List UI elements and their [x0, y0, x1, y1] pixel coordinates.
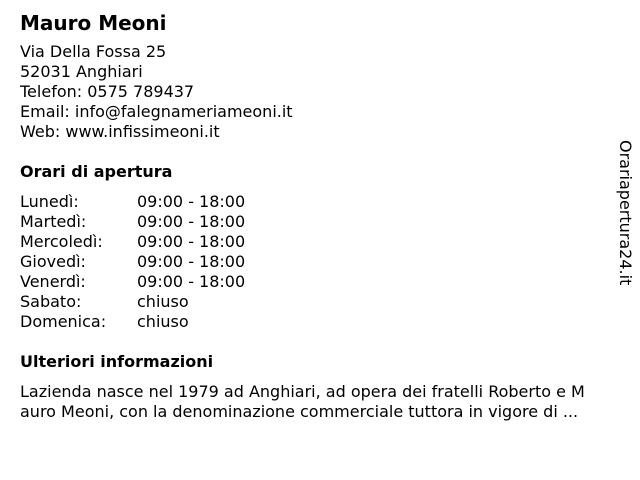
hours-day: Giovedì: — [20, 252, 86, 271]
info-line: Lazienda nasce nel 1979 ad Anghiari, ad opera dei fratelli Roberto e M — [20, 382, 585, 401]
info-description — [20, 382, 635, 422]
address-line: Via Della Fossa 25 — [20, 42, 167, 61]
email-line: Email: info@falegnameriameoni.it — [20, 102, 293, 121]
hours-row-sunday — [20, 312, 610, 332]
hours-row-tuesday — [20, 212, 610, 232]
info-line: auro Meoni, con la denominazione commerciale tuttora in vigore di ... — [20, 402, 579, 421]
hours-day: Domenica: — [20, 312, 107, 331]
hours-day: Lunedì: — [20, 192, 79, 211]
phone-line: Telefon: 0575 789437 — [20, 82, 195, 101]
hours-time: 09:00 - 18:00 — [137, 252, 246, 271]
business-card — [20, 10, 610, 422]
hours-row-saturday — [20, 292, 610, 312]
hours-day: Mercoledì: — [20, 232, 103, 251]
hours-day: Sabato: — [20, 292, 82, 311]
hours-time: 09:00 - 18:00 — [137, 272, 246, 291]
hours-time: 09:00 - 18:00 — [137, 232, 246, 251]
city-line: 52031 Anghiari — [20, 62, 143, 81]
hours-time: 09:00 - 18:00 — [137, 192, 246, 211]
info-heading: Ulteriori informazioni — [20, 352, 214, 371]
hours-time: chiuso — [137, 292, 189, 311]
business-name: Mauro Meoni — [20, 11, 167, 35]
contact-block — [20, 42, 610, 142]
hours-heading: Orari di apertura — [20, 162, 173, 181]
hours-time: chiuso — [137, 312, 189, 331]
hours-time: 09:00 - 18:00 — [137, 212, 246, 231]
hours-table — [20, 192, 610, 332]
hours-row-wednesday — [20, 232, 610, 252]
site-watermark: Orariapertura24.it — [616, 140, 635, 286]
hours-row-friday — [20, 272, 610, 292]
web-line: Web: www.infissimeoni.it — [20, 122, 220, 141]
hours-day: Venerdì: — [20, 272, 86, 291]
hours-row-monday — [20, 192, 610, 212]
hours-day: Martedì: — [20, 212, 87, 231]
hours-row-thursday — [20, 252, 610, 272]
